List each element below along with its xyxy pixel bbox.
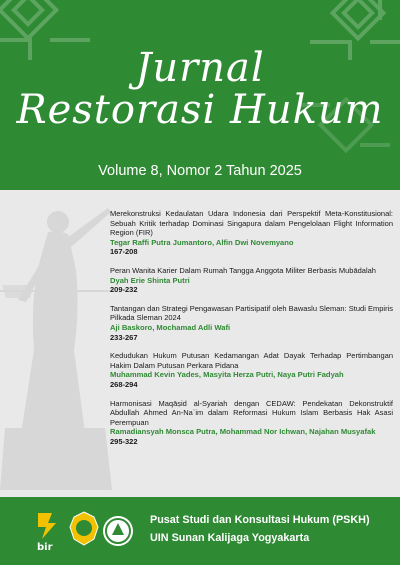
article-authors: Aji Baskoro, Mochamad Adli Wafi [110, 322, 231, 332]
article-pages: 209-232 [110, 285, 138, 295]
article-item [110, 399, 393, 447]
bir-logo-icon [37, 513, 56, 553]
article-item [110, 266, 393, 295]
article-title: Harmonisasi Maqāṣid al-Syariah dengan CEDAW: Pendekatan Dekonstruktif Abdullah Ahmed An-Na`im dalam Reformasi Hukum Islam Berbasis Hak Asasi Perempuan [110, 398, 393, 427]
article-authors: Tegar Raffi Putra Jumantoro, Alfin Dwi Novemyano [110, 237, 294, 247]
svg-text:bir: bir [37, 542, 53, 553]
publisher-institution: UIN Sunan Kalijaga Yogyakarta [150, 532, 310, 544]
article-pages: 167-208 [110, 247, 138, 257]
article-authors: Dyah Erie Shinta Putri [110, 275, 190, 285]
volume-issue: Volume 8, Nomor 2 Tahun 2025 [98, 163, 302, 179]
publisher-name: Pusat Studi dan Konsultasi Hukum (PSKH) [150, 514, 370, 526]
article-title: Tantangan dan Strategi Pengawasan Partisipatif oleh Bawaslu Sleman: Studi Empiris Pilkada Sleman 2024 [110, 303, 393, 323]
article-title: Merekonstruksi Kedaulatan Udara Indonesia dari Perspektif Meta-Konstitusional: Sebuah Kritik terhadap Dominasi Singapura dalam Pengelolaan Flight Information Region (FIR) [110, 209, 393, 238]
journal-title-line2: Restorasi Hukum [16, 87, 384, 133]
article-item [110, 304, 393, 342]
journal-title-line1: Jurnal [135, 45, 265, 91]
article-pages: 295-322 [110, 436, 138, 446]
article-title: Peran Wanita Karier Dalam Rumah Tangga Anggota Militer Berbasis Mubādalah [110, 265, 376, 275]
article-title: Kedudukan Hukum Putusan Kedamangan Adat Dayak Terhadap Pertimbangan Hakim Dalam Putusan Perkara Pidana [110, 351, 393, 370]
institution-logos [34, 509, 134, 553]
table-of-contents [110, 209, 393, 455]
pskh-seal-icon [103, 516, 133, 546]
lady-justice-statue-image [0, 190, 115, 490]
article-item [110, 209, 393, 257]
uin-emblem-icon [70, 512, 98, 545]
article-pages: 233-267 [110, 332, 138, 342]
article-item [110, 351, 393, 389]
article-authors: Muhammad Kevin Yades, Masyita Herza Putri, Naya Putri Fadyah [110, 370, 344, 380]
article-authors: Ramadiansyah Monsca Putra, Mohammad Nor Ichwan, Najahan Musyafak [110, 427, 376, 437]
article-pages: 268-294 [110, 379, 138, 389]
